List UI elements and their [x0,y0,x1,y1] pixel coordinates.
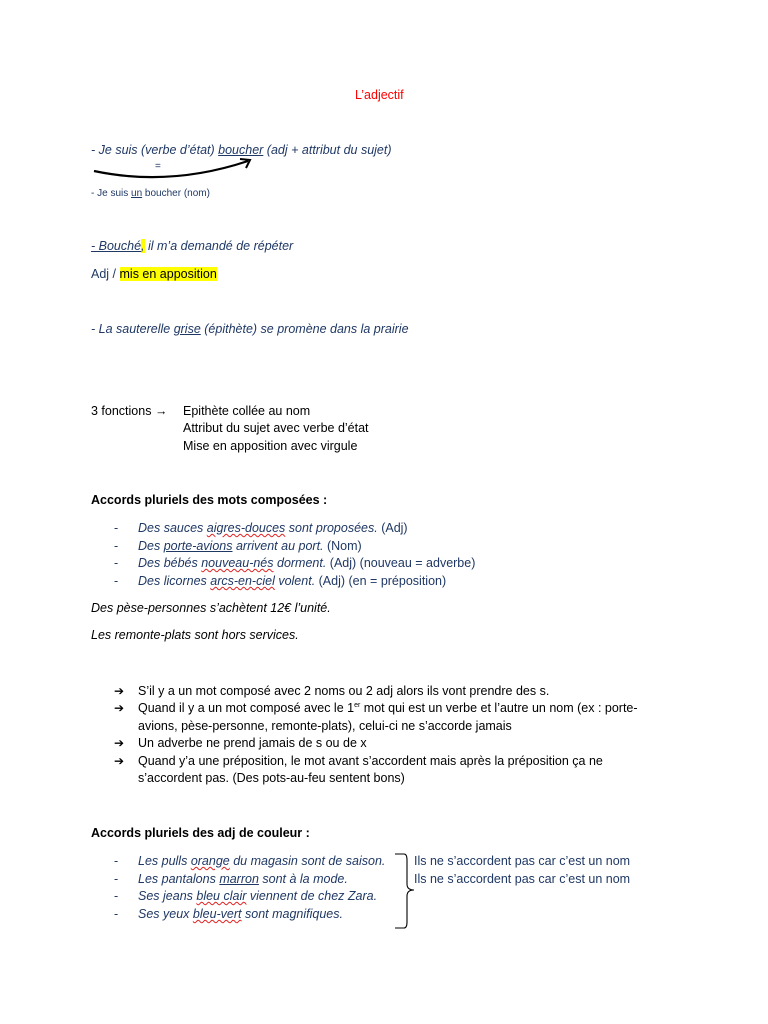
item-text: Les pantalons [138,872,220,886]
underlined-word: orange [190,854,230,868]
item-text: Ses yeux [138,907,193,921]
item-text: Des bébés [138,556,202,570]
label-text: 3 fonctions [91,404,152,418]
underlined-word: porte-avions [163,539,233,553]
couleur-note: Ils ne s’accordent pas car c’est un nom [414,872,631,886]
apposition-note [91,267,217,281]
underlined-word: - Bouché [91,239,142,253]
section-heading-composes: Accords pluriels des mots composées : [91,493,328,507]
highlighted-text: mis en apposition [119,267,217,281]
item-tail: (Adj) [377,521,408,535]
rule-item: Quand y’a une préposition, le mot avant s’accordent mais après la préposition ça ne [138,754,603,768]
couleur-note: Ils ne s’accordent pas car c’est un nom [414,854,631,868]
rule-item: S’il y a un mot composé avec 2 noms ou 2 adj alors ils vont prendre des s. [138,684,550,698]
list-item [138,521,408,535]
underlined-word: bleu-vert [192,907,242,921]
bullet-dash: - [114,539,119,553]
underlined-word: marron [219,872,259,886]
list-item [138,907,343,921]
bullet-dash: - [114,907,119,921]
item-text: du magasin sont de saison. [229,854,386,868]
bullet-dash: - [114,574,119,588]
fonction-item: Mise en apposition avec virgule [183,439,358,453]
arrow-right-icon: ➔ [114,701,125,715]
underlined-word: aigres-douces [206,521,286,535]
equals-sign: = [155,161,161,172]
example-text: (épithète) se promène dans la prairie [200,322,409,336]
example-text: Je suis (verbe d’état) [98,143,219,157]
fonction-item: Epithète collée au nom [183,404,311,418]
item-text: Les pulls [138,854,191,868]
item-text: sont proposées. [285,521,378,535]
underlined-word: bleu clair [196,889,247,903]
example-epithete [91,322,409,336]
example-line: Des pèse-personnes s’achètent 12€ l’unité. [91,601,331,615]
list-item [138,539,362,553]
example-text: boucher (nom) [142,188,210,199]
list-item [138,872,348,886]
example-text: - Je suis [91,188,132,199]
bullet-dash: - [114,872,119,886]
item-text: Ses jeans [138,889,197,903]
example-nom [91,188,210,199]
item-tail: (Adj) (en = préposition) [315,574,447,588]
list-item [138,574,446,588]
fonctions-label [91,404,167,418]
arrow-right-icon: → [154,404,168,418]
rule-item-continued: avions, pèse-personne, remonte-plats), celui-ci ne s’accorde jamais [138,719,512,733]
arrow-right-icon: ➔ [114,684,125,698]
underlined-word: nouveau-nés [201,556,274,570]
item-text: Des [138,539,164,553]
underlined-word: grise [173,322,201,336]
bullet-dash: - [114,521,119,535]
item-text: sont à la mode. [258,872,348,886]
item-tail: (Adj) (nouveau = adverbe) [326,556,476,570]
fonction-item: Attribut du sujet avec verbe d’état [183,421,369,435]
rule-text: Quand il y a un mot composé avec le 1 [138,701,355,715]
bullet-dash: - [114,556,119,570]
example-text: (adj + attribut du sujet) [263,143,392,157]
example-text: il m’a demandé de répéter [144,239,294,253]
page-title: L’adjectif [355,88,404,102]
underlined-word: boucher [218,143,264,157]
note-text: Adj / [91,267,120,281]
item-text: dorment. [273,556,327,570]
dash: - [91,143,99,157]
arrow-right-icon: ➔ [114,736,125,750]
item-text: Des licornes [138,574,211,588]
item-text: volent. [274,574,316,588]
item-text: viennent de chez Zara. [246,889,378,903]
arrow-right-icon: ➔ [114,754,125,768]
underlined-word: arcs-en-ciel [210,574,275,588]
bullet-dash: - [114,889,119,903]
list-item [138,889,377,903]
rule-item: Un adverbe ne prend jamais de s ou de x [138,736,367,750]
section-heading-couleurs: Accords pluriels des adj de couleur : [91,826,310,840]
highlighted-comma: , [141,239,145,253]
item-text: arrivent au port. [232,539,324,553]
rule-item [138,701,638,715]
bullet-dash: - [114,854,119,868]
example-apposition [91,239,293,253]
rule-item-continued: s’accordent pas. (Des pots-au-feu sentent bons) [138,771,405,785]
list-item [138,556,475,570]
item-tail: (Nom) [323,539,362,553]
item-text: sont magnifiques. [241,907,343,921]
example-text: - La sauterelle [91,322,174,336]
underlined-word: un [131,188,143,199]
superscript: er [354,701,361,709]
rule-text: mot qui est un verbe et l’autre un nom (ex : porte- [360,701,638,715]
item-text: Des sauces [138,521,207,535]
curved-link-arrow [90,155,265,183]
example-line: Les remonte-plats sont hors services. [91,628,299,642]
list-item [138,854,385,868]
